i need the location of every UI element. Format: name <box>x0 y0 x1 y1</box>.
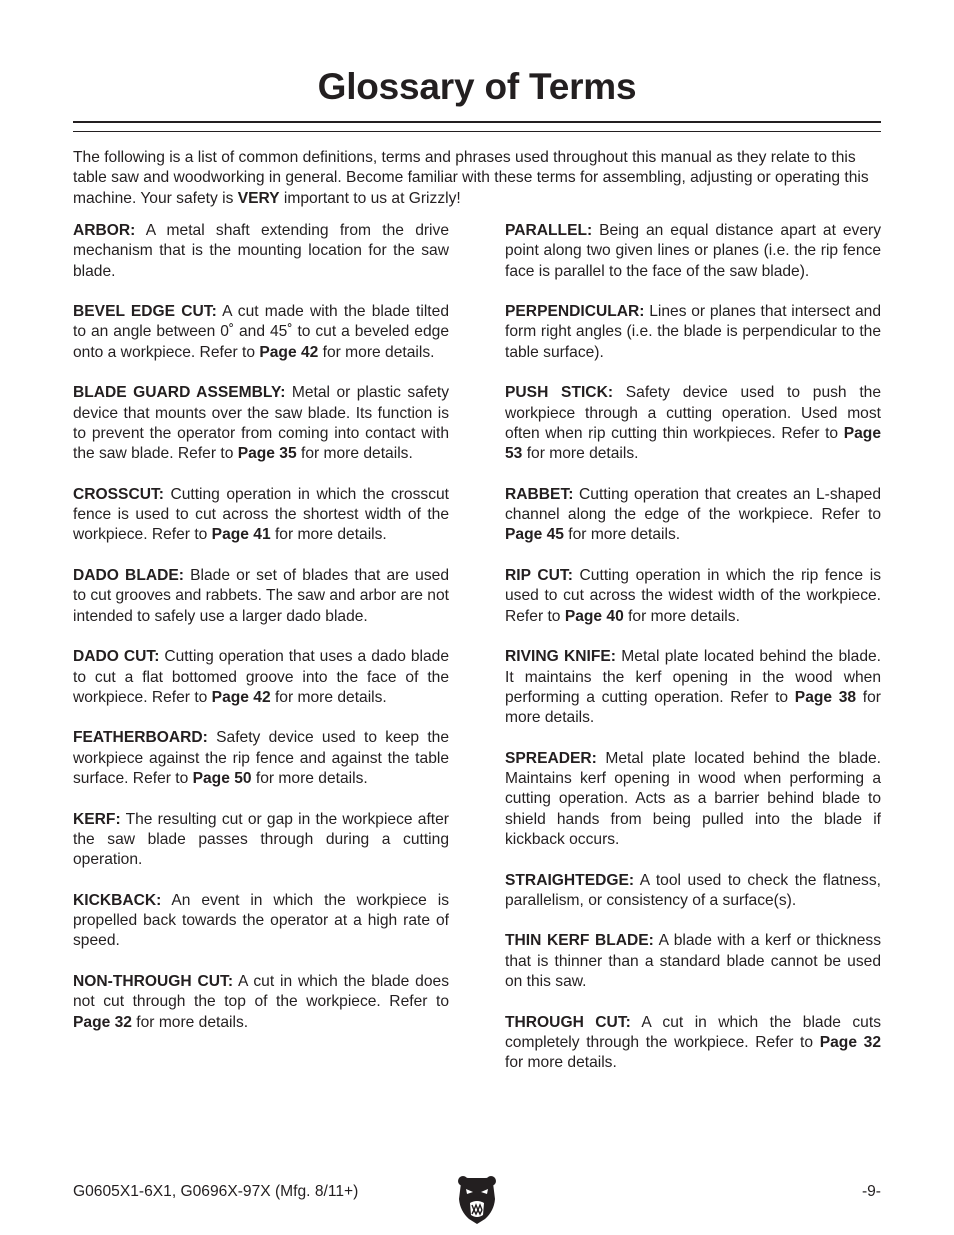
glossary-entry <box>73 972 449 1033</box>
glossary-term: RIVING KNIFE: <box>505 648 616 666</box>
glossary-term: FEATHERBOARD: <box>73 729 208 747</box>
footer-model-number: G0605X1-6X1, G0696X-97X (Mfg. 8/11+) <box>73 1183 359 1200</box>
glossary-definition-tail: for more details. <box>131 1013 249 1031</box>
glossary-definition-tail: for more details. <box>505 688 881 727</box>
glossary-definition: The resulting cut or gap in the workpiece after the saw blade passes through during a cutting operation. <box>73 810 449 869</box>
glossary-term: NON-THROUGH CUT: <box>73 972 234 990</box>
glossary-definition: Metal plate located behind the blade. Maintains kerf opening in wood when performing a cutting operation. Acts as a barrier behind blade to shield hands from being pulled into the blade if kickback occurs. <box>505 749 881 848</box>
page-reference: Page 35 <box>237 445 297 463</box>
glossary-entry <box>505 931 881 992</box>
glossary-term: SPREADER: <box>505 749 597 767</box>
glossary-entry <box>505 1013 881 1074</box>
glossary-entry <box>73 221 449 282</box>
glossary-definition-tail: for more details. <box>270 526 387 544</box>
glossary-entry <box>73 810 449 871</box>
glossary-term: PARALLEL: <box>505 222 593 239</box>
glossary-term: BEVEL EDGE CUT: <box>73 303 217 321</box>
glossary-term: KERF: <box>73 810 121 828</box>
glossary-definition-tail: for more details. <box>318 343 435 361</box>
glossary-definition-tail: for more details. <box>563 526 681 544</box>
page-reference: Page 38 <box>794 688 857 706</box>
page-reference: Page 42 <box>211 688 271 706</box>
glossary-definition-tail: for more details. <box>270 688 387 706</box>
glossary-entry <box>73 383 449 464</box>
glossary-entry <box>73 647 449 708</box>
glossary-entry <box>73 728 449 789</box>
glossary-entry <box>505 871 881 912</box>
glossary-definition: A cut made with the blade tilted to an angle between 0˚ and 45˚ to cut a beveled edge onto a workpiece. Refer to <box>73 303 449 361</box>
grizzly-bear-logo-icon <box>457 1175 497 1225</box>
glossary-term: PUSH STICK: <box>505 384 614 402</box>
glossary-term: KICKBACK: <box>73 891 162 909</box>
glossary-definition: A cut in which the blade does not cut through the top of the workpiece. Refer to <box>73 972 449 1011</box>
glossary-definition: Safety device used to keep the workpiece against the rip fence and against the table surface. Refer to <box>73 729 449 788</box>
glossary-definition: Blade or set of blades that are used to cut grooves and rabbets. The saw and arbor are not intended to safely use a larger dado blade. <box>73 567 449 625</box>
glossary-definition: Cutting operation in which the crosscut fence is used to cut across the shortest width of the workpiece. Refer to <box>73 485 449 544</box>
glossary-entry <box>505 485 881 546</box>
intro-paragraph <box>73 148 881 209</box>
glossary-definition-tail: for more details. <box>623 607 740 625</box>
glossary-definition: A metal shaft extending from the drive mechanism that is the mounting location for the saw blade. <box>73 222 449 280</box>
intro-emphasis: VERY <box>237 189 280 207</box>
intro-text-end: important to us at Grizzly! <box>279 189 461 207</box>
glossary-definition-tail: for more details. <box>505 1054 617 1072</box>
glossary-entry <box>505 647 881 728</box>
glossary-definition: Metal or plastic safety device that mounts over the saw blade. Its function is to prevent the operator from coming into contact with the saw blade. Refer to <box>73 384 449 463</box>
footer-page-number: -9- <box>861 1183 881 1200</box>
glossary-definition-tail: for more details. <box>522 445 639 463</box>
page-reference: Page 40 <box>564 607 624 625</box>
glossary-definition-tail: for more details. <box>296 445 413 463</box>
glossary-entry <box>505 566 881 627</box>
glossary-entry <box>505 221 881 282</box>
glossary-definition-tail: for more details. <box>251 770 368 788</box>
page-reference: Page 42 <box>259 343 319 361</box>
title-rule-thin <box>73 131 881 132</box>
page-reference: Page 41 <box>211 526 271 544</box>
glossary-definition: A tool used to check the flatness, parallelism, or consistency of a surface(s). <box>505 871 881 909</box>
intro-text: The following is a list of common definitions, terms and phrases used throughout this manual as they relate to this table saw and woodworking in general. Become familiar with these terms for assembling, adjusting or operating this machine. Your safety is <box>73 149 869 207</box>
glossary-entry <box>505 383 881 464</box>
glossary-entry <box>505 302 881 363</box>
glossary-entry <box>505 749 881 850</box>
glossary-right-column <box>505 221 881 1094</box>
page-reference: Page 32 <box>73 1013 132 1031</box>
page-reference: Page 32 <box>819 1033 881 1051</box>
glossary-definition: A blade with a kerf or thickness that is thinner than a standard blade cannot be used on this saw. <box>505 932 881 990</box>
glossary-definition: Cutting operation that creates an L-shaped channel along the edge of the workpiece. Refer to <box>505 485 881 524</box>
glossary-term: DADO CUT: <box>73 648 160 666</box>
glossary-entry <box>73 302 449 363</box>
glossary-definition: Being an equal distance apart at every point along two given lines or planes (i.e. the rip fence face is parallel to the face of the saw blade). <box>505 222 881 280</box>
glossary-definition: A cut in which the blade cuts completely through the workpiece. Refer to <box>505 1013 881 1051</box>
glossary-entry <box>73 566 449 627</box>
glossary-term: RIP CUT: <box>505 567 573 585</box>
glossary-definition: Lines or planes that intersect and form right angles (i.e. the blade is perpendicular to the table surface). <box>505 303 881 361</box>
glossary-left-column <box>73 221 449 1053</box>
page-reference: Page 53 <box>505 424 881 463</box>
glossary-definition: Cutting operation that uses a dado blade to cut a flat bottomed groove into the face of the workpiece. Refer to <box>73 648 449 706</box>
glossary-term: DADO BLADE: <box>73 567 184 585</box>
glossary-term: PERPENDICULAR: <box>505 303 645 321</box>
glossary-definition: Safety device used to push the workpiece through a cutting operation. Used most often when rip cutting thin workpieces. Refer to <box>505 384 881 442</box>
glossary-definition: An event in which the workpiece is propelled back towards the operator at a high rate of speed. <box>73 891 449 950</box>
glossary-term: THROUGH CUT: <box>505 1013 631 1031</box>
glossary-term: RABBET: <box>505 485 574 503</box>
glossary-entry <box>73 485 449 546</box>
glossary-term: ARBOR: <box>73 222 136 239</box>
glossary-term: BLADE GUARD ASSEMBLY: <box>73 384 286 402</box>
page-reference: Page 45 <box>505 526 564 544</box>
title-rule-thick <box>73 121 881 123</box>
glossary-definition: Metal plate located behind the blade. It maintains the kerf opening in the wood when performing a cutting operation. Refer to <box>505 648 882 706</box>
page-title: Glossary of Terms <box>317 66 637 107</box>
page-reference: Page 50 <box>192 770 252 788</box>
glossary-term: STRAIGHTEDGE: <box>505 871 635 889</box>
glossary-term: THIN KERF BLADE: <box>505 932 654 950</box>
glossary-term: CROSSCUT: <box>73 485 164 503</box>
glossary-definition: Cutting operation in which the rip fence is used to cut across the widest width of the workpiece. Refer to <box>505 567 882 625</box>
glossary-entry <box>73 891 449 952</box>
